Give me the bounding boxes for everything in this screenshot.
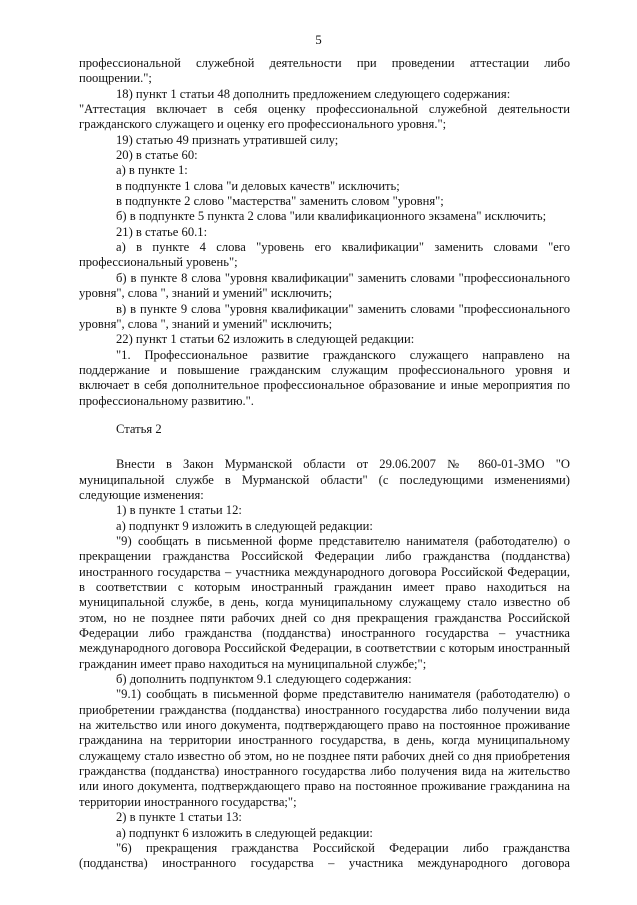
page-number: 5 [315,32,322,47]
paragraph: "9.1) сообщать в письменной форме представителю нанимателя (работодателю) о приобретении гражданства (подданства) иностранного государства либо получении вида на жительство или иного документа, подтверждающего право на постоянное проживание гражданина на территории иностранного государства, в день, когда муниципальному служащему стало известно об этом, но не позднее пяти рабочих дней со дня приобретения гражданства (подданства) иностранного государства либо получения вида на жительство или иного документа, подтверждающего право на постоянное проживание гражданина на территории иностранного государства;"; [79,687,570,809]
paragraph: "6) прекращения гражданства Российской Федерации либо гражданства (подданства) иностранного государства – участника международного договора [79,840,570,871]
paragraph: в) в пункте 9 слова "уровня квалификации" заменить словами "профессионального уровня", слова ", знаний и умений" исключить; [79,301,570,331]
paragraph: а) подпункт 6 изложить в следующей редакции: [116,825,373,840]
paragraph: а) в пункте 1: [116,163,188,178]
paragraph: 19) статью 49 признать утратившей силу; [116,132,339,147]
paragraph: 18) пункт 1 статьи 48 дополнить предложением следующего содержания: [116,86,511,101]
paragraph: б) дополнить подпунктом 9.1 следующего содержания: [116,672,412,687]
paragraph: "1. Профессиональное развитие гражданского служащего направлено на поддержание и повышение гражданским служащим профессионального уровня и включает в себя дополнительное профессиональное образование и иные мероприятия по профессиональному развитию.". [79,347,570,408]
paragraph: 2) в пункте 1 статьи 13: [116,810,242,825]
paragraph: б) в пункте 8 слова "уровня квалификации" заменить словами "профессионального уровня", слова ", знаний и умений" исключить; [79,270,570,301]
paragraph: Внести в Закон Мурманской области от 29.06.2007 № 860-01-ЗМО "О муниципальной службе в Мурманской области" (с последующими изменениями) следующие изменения: [79,457,570,502]
document-body [79,56,570,872]
paragraph: "Аттестация включает в себя оценку профессиональной служебной деятельности гражданского служащего и оценку его профессионального уровня."; [79,102,570,132]
paragraph: в подпункте 2 слово "мастерства" заменить словом "уровня"; [116,194,444,209]
paragraph: а) в пункте 4 слова "уровень его квалификации" заменить словами "его профессиональный уровень"; [79,240,570,270]
paragraph: 1) в пункте 1 статьи 12: [116,503,242,518]
paragraph: профессиональной служебной деятельности при проведении аттестации либо поощрении."; [79,56,570,86]
paragraph: а) подпункт 9 изложить в следующей редакции: [116,518,373,533]
paragraph: 21) в статье 60.1: [116,224,208,239]
section-heading: Статья 2 [116,421,162,436]
paragraph: в подпункте 1 слова "и деловых качеств" исключить; [116,178,400,193]
paragraph: б) в подпункте 5 пункта 2 слова "или квалификационного экзамена" исключить; [116,209,547,224]
paragraph: 20) в статье 60: [116,148,198,163]
paragraph: "9) сообщать в письменной форме представителю нанимателя (работодателю) о прекращении гражданства Российской Федерации либо гражданства (подданства) иностранного государства – участника международного договора Российской Федерации, в соответствии с которым иностранный гражданин имеет право находиться на муниципальной службе, в день, когда муниципальному служащему стало известно об этом, но не позднее пяти рабочих дней со дня прекращения гражданства Российской Федерации либо гражданства (подданства) иностранного государства – участника международного договора Российской Федерации, в соответствии с которым иностранный гражданин имеет право находиться на муниципальной службе;"; [79,533,570,671]
paragraph: 22) пункт 1 статьи 62 изложить в следующей редакции: [116,332,415,347]
